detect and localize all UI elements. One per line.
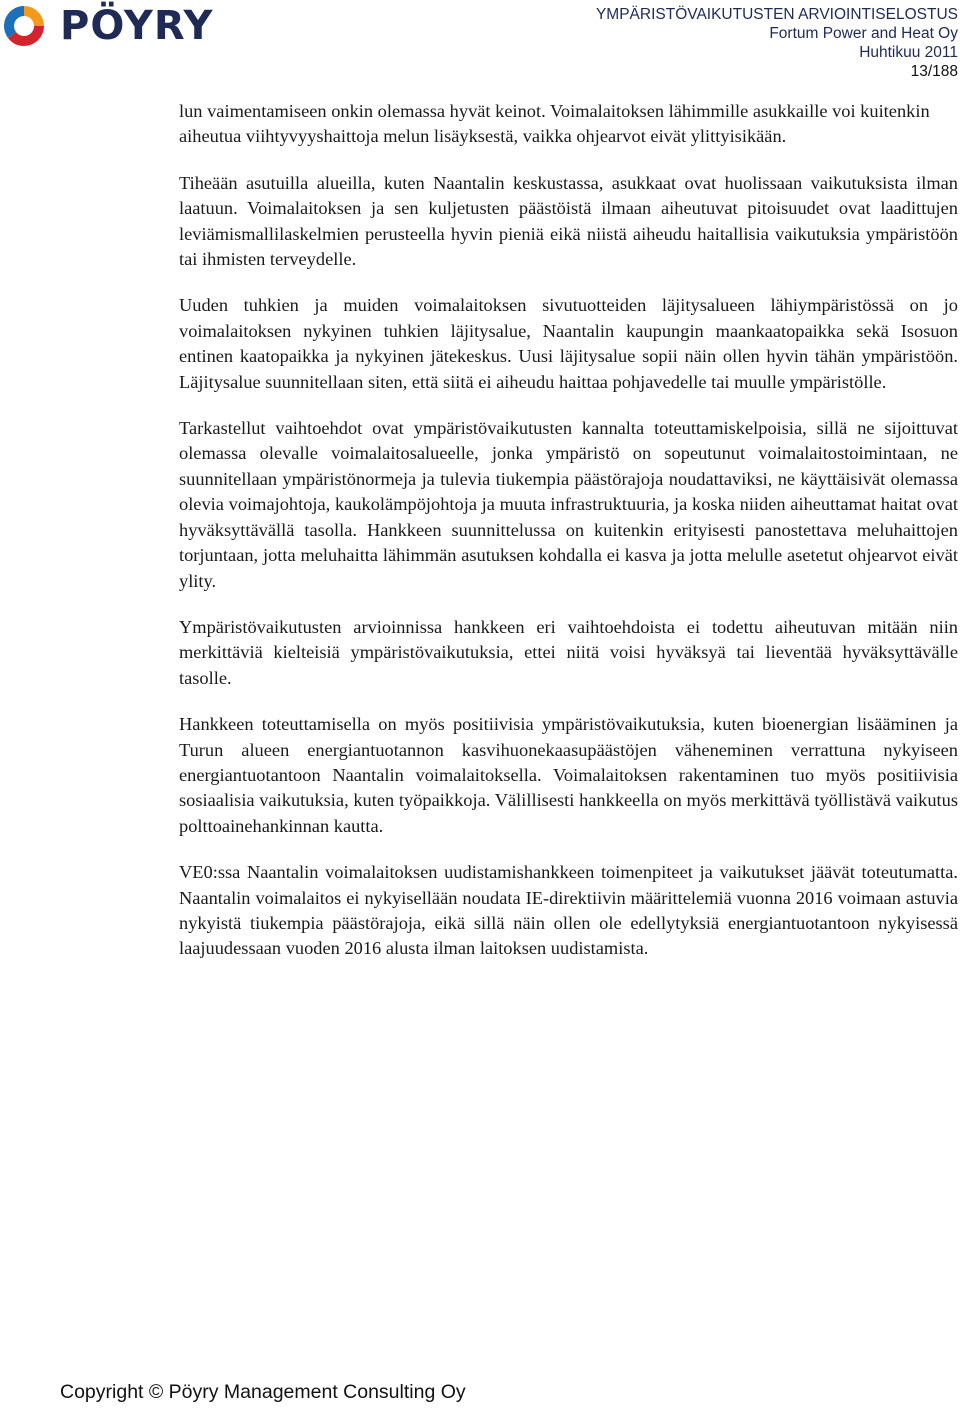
- page-number: 13/188: [910, 63, 958, 80]
- document-title: YMPÄRISTÖVAIKUTUSTEN ARVIOINTISELOSTUS: [595, 6, 958, 23]
- document-date: Huhtikuu 2011: [859, 44, 958, 61]
- poyry-logo: [0, 2, 250, 50]
- paragraph: Tarkastellut vaihtoehdot ovat ympäristövaikutusten kannalta toteuttamiskelpoisia, sillä ne sijoittuvat olemassa olevalle voimalaitosalueelle, jonka ympäristö on sopeutunut voimalaitostoimintaan, ne suunnitellaan ympäristönormeja ja tulevia tiukempia päästörajoja noudattaviksi, ne käyttäisivät olemassa olevia voimajohtoja, kaukolämpöjohtoja ja muuta infrastruktuuria, ja koska niiden aiheuttamat haitat ovat hyväksyttävällä tasolla. Hankkeen suunnittelussa on kuitenkin erityisesti panostettava meluhaittojen torjuntaan, jotta meluhaitta lähimmän asutuksen kohdalla ei kasva ja jotta melulle asetetut ohjearvot eivät ylity.: [179, 418, 958, 591]
- document-body: [179, 99, 958, 983]
- paragraph: Hankkeen toteuttamisella on myös positiivisia ympäristövaikutuksia, kuten bioenergian lisääminen ja Turun alueen energiantuotannon kasvihuonekaasupäästöjen väheneminen verrattuna nykyiseen energiantuotantoon Naantalin voimalaitoksella. Voimalaitoksen rakentaminen tuo myös positiivisia sosiaalisia vaikutuksia, kuten työpaikkoja. Välillisesti hankkeella on myös merkittävä työllistävä vaikutus polttoainehankinnan kautta.: [179, 714, 958, 836]
- paragraph: Uuden tuhkien ja muiden voimalaitoksen sivutuotteiden läjitysalueen lähiympäristössä on jo voimalaitoksen nykyinen tuhkien läjitysalue, Naantalin kaupungin maankaatopaikka sekä Isosuon entinen kaatopaikka ja nykyinen jätekeskus. Uusi läjitysalue sopii näin ollen hyvin tähän ympäristöön. Läjitysalue suunnitellaan siten, että siitä ei aiheudu haittaa pohjavedelle tai muulle ympäristölle.: [179, 295, 958, 392]
- copyright-footer: Copyright © Pöyry Management Consulting Oy: [60, 1381, 466, 1403]
- logo-wordmark: PÖYRY: [60, 3, 214, 49]
- paragraph: Tiheään asutuilla alueilla, kuten Naantalin keskustassa, asukkaat ovat huolissaan vaikutuksista ilman laatuun. Voimalaitoksen ja sen kuljetusten päästöistä ilmaan aiheutuvat pitoisuudet ovat laadittujen leviämismallilaskelmien perusteella hyvin pieniä eikä niistä aiheudu haitallisia vaikutuksia ympäristöön tai ihmisten terveydelle.: [179, 172, 958, 270]
- paragraph: lun vaimentamiseen onkin olemassa hyvät keinot. Voimalaitoksen lähimmille asukkaille voi kuitenkin aiheutua viihtyvyyshaittoja melun lisäyksestä, vaikka ohjearvot eivät ylittyisikään.: [179, 101, 930, 147]
- document-header: [596, 5, 958, 81]
- paragraph: VE0:ssa Naantalin voimalaitoksen uudistamishankkeen toimenpiteet ja vaikutukset jäävät toteutumatta. Naantalin voimalaitos ei nykyisellään noudata IE-direktiivin määrittelemiä vuonna 2016 voimaan astuvia nykyistä tiukempia päästörajoja, eikä sillä näin ollen ole edellytyksiä energiantuotantoon nykyisessä laajuudessaan vuoden 2016 alusta ilman laitoksen uudistamista.: [179, 862, 958, 959]
- paragraph: Ympäristövaikutusten arvioinnissa hankkeen eri vaihtoehdoista ei todettu aiheutuvan mitään niin merkittäviä kielteisiä ympäristövaikutuksia, ettei niitä voisi hyväksyä tai lieventää hyväksyttävälle tasolle.: [179, 616, 958, 688]
- client-name: Fortum Power and Heat Oy: [769, 25, 958, 42]
